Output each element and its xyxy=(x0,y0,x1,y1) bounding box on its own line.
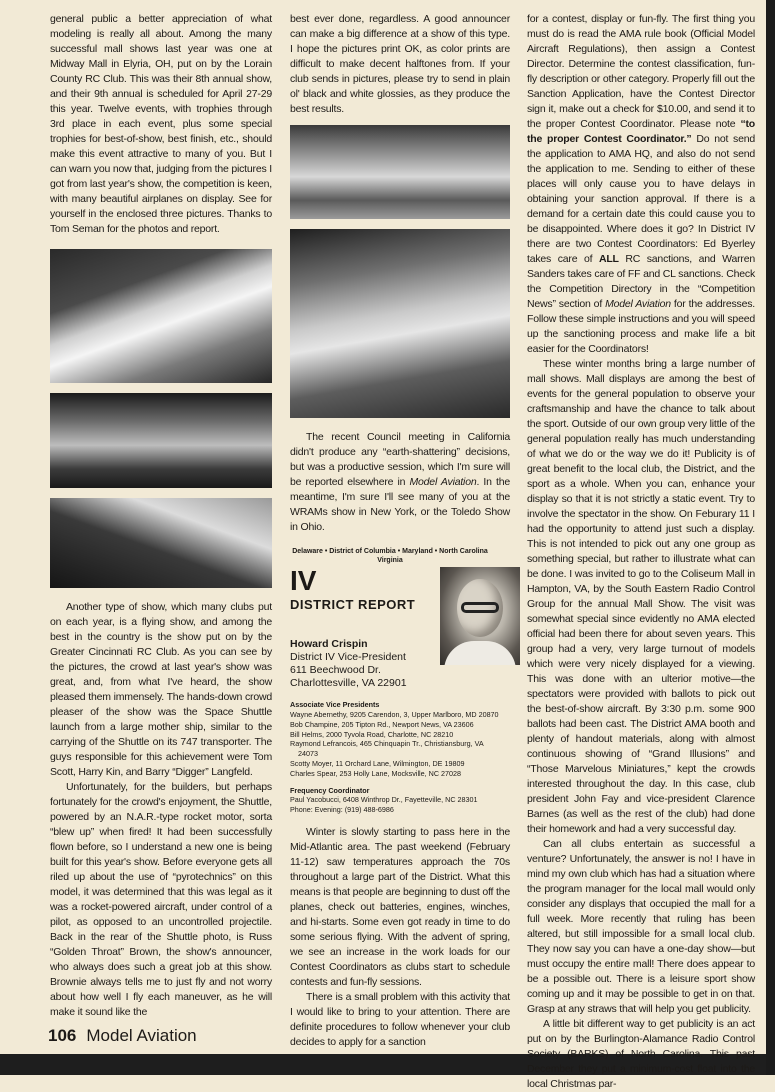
paragraph: There is a small problem with this activity that I would like to bring to your attention. There are definite procedures to follow whenever your club decides to apply for a sanction xyxy=(290,991,510,1048)
page-footer xyxy=(48,1026,197,1046)
left-column-top-text xyxy=(50,12,272,237)
photo-racer-number-37 xyxy=(50,498,272,588)
frequency-line: Phone: Evening: (919) 488-6986 xyxy=(290,805,394,815)
emphasis: “to the proper Contest Coordinator.” xyxy=(527,118,755,145)
right-column xyxy=(527,12,755,1092)
spacer xyxy=(290,418,510,430)
district-numeral: IV xyxy=(290,565,317,597)
text: Do not send the application to AMA HQ, and also do not send the application to me. Sending to either of these places will only cause you to have delays in obtaining your sanction approval. If there is a demand for a certain date this could cause you to be disappointed. Where does it go? In District IV there are two Contest Coordinators: Ed Byerley takes care of xyxy=(527,133,755,265)
associate-entry: Bill Helms, 2000 Tyvola Road, Charlotte, NC 28210 xyxy=(290,729,454,739)
paragraph: Unfortunately, for the builders, but perhaps fortunately for the crowd's enjoyment, the Shuttle, powered by an N.A.R.-type rocket motor, sorta “blew up” when fired! It had been successfully flown before, so I understand a new one is being built for this year's show. Before everyone gets all riled up about the use of “pyrotechnics” on this model, it was determined that this was legal as it was a rocket-powered aircraft, under control of a pilot, as opposed to an uncontrolled projectile. Back in the rear of the Shuttle photo, is Russ “Golden Throat” Brown, the show's announcer, who always does such a great job at this show. Brownie always tells me to just fly and not worry about how well I fly each maneuver, as he will make it sound like the xyxy=(50,781,272,1018)
magazine-name: Model Aviation xyxy=(86,1026,197,1045)
vp-name: Howard Crispin xyxy=(290,638,368,651)
spacer xyxy=(290,117,510,125)
photo-shuttle-mother-ship xyxy=(290,229,510,418)
council-text xyxy=(290,430,510,535)
district-report-box xyxy=(290,547,526,815)
paragraph: Another type of show, which many clubs put on each year, is a flying show, and among the best in the country is the show put on by the Greater Cincinnati RC Club. As you can see by the pictures, the crowd at last year's show was great, and, from what I've heard, the show pleased them immensely. The hands-down crowd pleaser of the show was the Space Shuttle launch from a large mother ship, similar to the carrying of the Shuttle on its 747 transporter. The guys responsible for this achievement were Tom Scott, Harry Kin, and Barry “Digger” Langfeld. xyxy=(50,601,272,778)
photo-mall-show-airplanes xyxy=(50,249,272,383)
paragraph xyxy=(290,430,510,535)
associate-entry: Charles Spear, 253 Holly Lane, Mocksville, NC 27028 xyxy=(290,768,461,778)
associate-entry: 24073 xyxy=(298,749,318,759)
paragraph: Winter is slowly starting to pass here in the Mid-Atlantic area. The past weekend (February 11-12) saw temperatures approach the 70s throughout a large part of the District. What this means is that people are beginning to dust off the planes, check out batteries, engines, winches, and hi-starts. Some even got ready in time to do some serious flying. With the advent of spring, we see an increase in the work loads for our Contest Coordinators as clubs start to schedule contests and fun-fly sessions. xyxy=(290,826,510,988)
associate-entry: Bob Champine, 205 Tipton Rd., Newport News, VA 23606 xyxy=(290,719,474,729)
vp-address-line1: 611 Beechwood Dr. xyxy=(290,664,381,677)
emphasis: ALL xyxy=(598,253,619,265)
spacer xyxy=(50,383,272,393)
photo-biplane-model xyxy=(50,393,272,488)
vice-president-info xyxy=(290,638,435,690)
page-number: 106 xyxy=(48,1026,77,1045)
frequency-heading: Frequency Coordinator xyxy=(290,785,370,795)
associate-entry: Raymond Lefrancois, 465 Chinquapin Tr., Christiansburg, VA xyxy=(290,739,484,749)
text: for the addresses. Follow these simple instructions and you will speed up the sanctioning process and make life a bit easier for the Coordinators! xyxy=(527,298,755,355)
associates-heading: Associate Vice Presidents xyxy=(290,700,380,710)
left-column xyxy=(50,12,272,1020)
portrait-glasses xyxy=(461,602,499,613)
right-column-text xyxy=(527,12,755,1092)
frequency-line: Paul Yacobucci, 6408 Winthrop Dr., Fayetteville, NC 28301 xyxy=(290,795,478,805)
text: The recent Council meeting in California didn't produce any “earth-shattering” decisions, but was a productive session, which I'm sure will be reported elsewhere in xyxy=(290,431,510,489)
middle-column xyxy=(290,12,510,1050)
vp-title: District IV Vice-President xyxy=(290,651,406,664)
text: RC sanctions, and Warren Sanders takes care of FF and CL sanctions. Check the Competition Directory in the “Competition News” section of xyxy=(527,253,756,310)
middle-column-bottom-text xyxy=(290,825,510,1050)
spacer xyxy=(290,219,510,229)
spacer xyxy=(50,237,272,249)
spacer xyxy=(50,588,272,600)
frequency-coordinator xyxy=(290,786,526,815)
paragraph: A little bit different way to get publicity is an act put on by the Burlington-Alamance Radio Control Society (BARKS) of North Carolina. This past December they put a minimum-cost float into the local Christmas par- xyxy=(527,1018,755,1090)
middle-column-top-text xyxy=(290,12,510,117)
spacer xyxy=(50,488,272,498)
scan-edge-right xyxy=(766,0,775,1075)
magazine-title: Model Aviation xyxy=(409,476,477,489)
magazine-title: Model Aviation xyxy=(605,298,671,310)
text: . In the meantime, I'm sure I'll see many of you at the WRAMs show in New York, or the Toledo Show in Ohio. xyxy=(290,476,510,534)
district-states: Delaware • District of Columbia • Maryland • North Carolina Virginia xyxy=(292,548,488,565)
photo-howard-crispin xyxy=(440,567,520,665)
associate-entry: Scotty Moyer, 11 Orchard Lane, Wilmington, DE 19809 xyxy=(290,759,465,769)
paragraph xyxy=(527,12,755,357)
associate-entry: Wayne Abernethy, 9205 Carendon, 3, Upper Marlboro, MD 20870 xyxy=(290,710,499,720)
paragraph: Can all clubs entertain as successful a venture? Unfortunately, the answer is no! I have in mind my own club which has had a situation where the program manager for the local mall would only consider any displays that occupied the mall for a full week. More recently that ruling has been altered, but still impossible for a small local club. They now say you can have a one-day show—but must occupy the entire mall! There does appear to be a possible out. There is a leisure sport show coming up and it may be possible to get in on that. Grasp at any straws that will help you get publicity. xyxy=(527,838,755,1015)
paragraph: These winter months bring a large number of mall shows. Mall displays are among the best of events for the general population to observe your craftsmanship and have the chance to talk about the sport. Outside of our own group very little of the general population really has much understanding of what we do or the way we do it! Publicity is of great benefit to the local club, the District, and the sport as a whole. When you can, enhance your display so that it is not strictly a static event. Try to involve the spectator in the show. On Feburary 11 I had the opportunity to attend just such a display. This is not intended to pick out any one group as something special, but rather to illustrate what can be done. I was invited to go to the Coliseum Mall in Hampton, VA, by the South Eastern Radio Control Group for the annual Mall Show. The visit was somewhat special since evidently no AMA elected official had been there for about seven years. This group had a very, very large turnout of models which were very nicely displayed for a viewing. This was done with an ulterior motive—the spectators were provided with ballots to pick out the best-of-show aircraft. By 3:30 p.m. some 900 ballots had been cast. The District AMA booth and plenty of handout materials, along with almost continuous showing of “Grand Illusions” and “Those Marvelous Miniatures,” kept the crowds interested throughout the day. In this case, club president John Fay and vice-president Clarence Barnes (as well as the rest of the club) had done their homework and had a very successful day. xyxy=(527,358,755,835)
paragraph: general public a better appreciation of what modeling is really all about. Among the many successful mall shows last year was one at Midway Mall in Elyria, OH, put on by the Lorain County RC Club. This was their 8th annual show, and their 9th annual is scheduled for April 27-29 this year. Twelve events, with trophies through 3rd place in each event, plus some special trophies for best-of-show, best finish, etc., should make this event attractive to many of you. But I can warn you now that, judging from the pictures I got from last year's show, the competition is keen, with many beautiful airplanes on display. See for yourself in the enclosed three pictures. Thanks to Tom Seman for the photos and report. xyxy=(50,13,272,235)
district-report-title: DISTRICT REPORT xyxy=(290,597,416,613)
photo-flying-show-crowd xyxy=(290,125,510,219)
left-column-bottom-text xyxy=(50,600,272,1020)
vp-address-line2: Charlottesville, VA 22901 xyxy=(290,677,407,690)
associate-vps xyxy=(290,700,526,778)
text: for a contest, display or fun-fly. The first thing you must do is read the AMA rule book (Official Model Aircraft Regulations), then assign a Contest Director. Determine the contest classification, fun-fly description or other category. Properly fill out the Sanction Application, have the Contest Director sign it, make out a check for $10.00, and send it to the proper Contest Coordinator. Please note xyxy=(527,13,755,130)
portrait-shirt xyxy=(444,641,516,665)
paragraph: best ever done, regardless. A good announcer can make a big difference at a show of this type. I hope the pictures print OK, as color prints are difficult to make decent halftones from. If your club sends in pictures, please try to send in plain ol' black and white glossies, as they produce the best results. xyxy=(290,13,510,115)
